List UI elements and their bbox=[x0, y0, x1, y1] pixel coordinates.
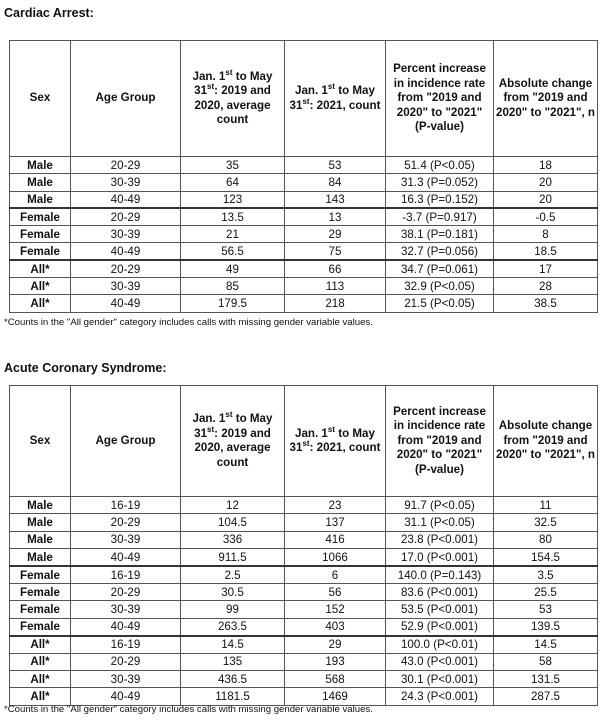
average-count-cell: 56.5 bbox=[181, 243, 285, 260]
sex-cell: All* bbox=[10, 278, 71, 295]
age-group-cell: 20-29 bbox=[71, 583, 181, 600]
age-group-cell: 40-49 bbox=[71, 549, 181, 566]
average-count-cell: 436.5 bbox=[181, 670, 285, 687]
acs-table-body bbox=[10, 497, 598, 706]
percent-increase-cell: 31.3 (P=0.052) bbox=[386, 174, 494, 191]
table-row bbox=[10, 566, 598, 583]
percent-increase-cell: 91.7 (P<0.05) bbox=[386, 497, 494, 514]
count-2021-cell: 143 bbox=[285, 191, 386, 208]
cardiac-table bbox=[9, 40, 598, 313]
average-count-cell: 99 bbox=[181, 601, 285, 618]
average-count-cell: 135 bbox=[181, 653, 285, 670]
table-row bbox=[10, 670, 598, 687]
average-count-cell: 85 bbox=[181, 278, 285, 295]
count-2021-cell: 29 bbox=[285, 636, 386, 653]
header-period-2019-2020: Jan. 1st to May 31st: 2019 and 2020, average count bbox=[181, 386, 285, 497]
average-count-cell: 179.5 bbox=[181, 295, 285, 312]
table-row bbox=[10, 636, 598, 653]
sex-cell: Female bbox=[10, 566, 71, 583]
absolute-change-cell: 32.5 bbox=[494, 514, 598, 531]
header-sex: Sex bbox=[10, 386, 71, 497]
table-row bbox=[10, 260, 598, 277]
age-group-cell: 30-39 bbox=[71, 174, 181, 191]
absolute-change-cell: 139.5 bbox=[494, 618, 598, 635]
percent-increase-cell: 32.7 (P=0.056) bbox=[386, 243, 494, 260]
average-count-cell: 35 bbox=[181, 157, 285, 174]
count-2021-cell: 1469 bbox=[285, 688, 386, 705]
count-2021-cell: 152 bbox=[285, 601, 386, 618]
table-row bbox=[10, 208, 598, 225]
percent-increase-cell: 23.8 (P<0.001) bbox=[386, 531, 494, 548]
percent-increase-cell: 38.1 (P=0.181) bbox=[386, 226, 494, 243]
age-group-cell: 40-49 bbox=[71, 618, 181, 635]
count-2021-cell: 137 bbox=[285, 514, 386, 531]
count-2021-cell: 403 bbox=[285, 618, 386, 635]
sex-cell: Male bbox=[10, 531, 71, 548]
acs-section-title: Acute Coronary Syndrome: bbox=[4, 361, 167, 375]
sex-cell: Male bbox=[10, 497, 71, 514]
average-count-cell: 336 bbox=[181, 531, 285, 548]
table-row bbox=[10, 514, 598, 531]
absolute-change-cell: 18 bbox=[494, 157, 598, 174]
sex-cell: All* bbox=[10, 295, 71, 312]
sex-cell: Female bbox=[10, 583, 71, 600]
age-group-cell: 30-39 bbox=[71, 670, 181, 687]
average-count-cell: 911.5 bbox=[181, 549, 285, 566]
cardiac-section-title: Cardiac Arrest: bbox=[4, 6, 94, 20]
count-2021-cell: 416 bbox=[285, 531, 386, 548]
absolute-change-cell: 17 bbox=[494, 260, 598, 277]
acs-footnote: *Counts in the "All gender" category includes calls with missing gender variable values. bbox=[4, 704, 373, 715]
percent-increase-cell: 31.1 (P<0.05) bbox=[386, 514, 494, 531]
percent-increase-cell: 32.9 (P<0.05) bbox=[386, 278, 494, 295]
table-row bbox=[10, 688, 598, 705]
percent-increase-cell: 30.1 (P<0.001) bbox=[386, 670, 494, 687]
acs-table bbox=[9, 385, 598, 706]
age-group-cell: 30-39 bbox=[71, 531, 181, 548]
age-group-cell: 20-29 bbox=[71, 514, 181, 531]
header-age-group: Age Group bbox=[71, 386, 181, 497]
sex-cell: Male bbox=[10, 157, 71, 174]
count-2021-cell: 113 bbox=[285, 278, 386, 295]
sex-cell: Female bbox=[10, 208, 71, 225]
header-period-2021: Jan. 1st to May 31st: 2021, count bbox=[285, 41, 386, 157]
cardiac-footnote: *Counts in the "All gender" category includes calls with missing gender variable values. bbox=[4, 317, 373, 328]
age-group-cell: 40-49 bbox=[71, 191, 181, 208]
table-row bbox=[10, 618, 598, 635]
absolute-change-cell: 53 bbox=[494, 601, 598, 618]
age-group-cell: 40-49 bbox=[71, 295, 181, 312]
sex-cell: All* bbox=[10, 636, 71, 653]
average-count-cell: 64 bbox=[181, 174, 285, 191]
absolute-change-cell: 18.5 bbox=[494, 243, 598, 260]
age-group-cell: 20-29 bbox=[71, 653, 181, 670]
absolute-change-cell: -0.5 bbox=[494, 208, 598, 225]
age-group-cell: 30-39 bbox=[71, 601, 181, 618]
sex-cell: All* bbox=[10, 260, 71, 277]
count-2021-cell: 23 bbox=[285, 497, 386, 514]
absolute-change-cell: 154.5 bbox=[494, 549, 598, 566]
age-group-cell: 20-29 bbox=[71, 208, 181, 225]
absolute-change-cell: 38.5 bbox=[494, 295, 598, 312]
count-2021-cell: 75 bbox=[285, 243, 386, 260]
sex-cell: Male bbox=[10, 549, 71, 566]
table-row bbox=[10, 174, 598, 191]
percent-increase-cell: 140.0 (P=0.143) bbox=[386, 566, 494, 583]
absolute-change-cell: 3.5 bbox=[494, 566, 598, 583]
absolute-change-cell: 287.5 bbox=[494, 688, 598, 705]
percent-increase-cell: 51.4 (P<0.05) bbox=[386, 157, 494, 174]
average-count-cell: 104.5 bbox=[181, 514, 285, 531]
percent-increase-cell: -3.7 (P=0.917) bbox=[386, 208, 494, 225]
sex-cell: Male bbox=[10, 191, 71, 208]
average-count-cell: 30.5 bbox=[181, 583, 285, 600]
absolute-change-cell: 14.5 bbox=[494, 636, 598, 653]
absolute-change-cell: 131.5 bbox=[494, 670, 598, 687]
table-row bbox=[10, 549, 598, 566]
average-count-cell: 14.5 bbox=[181, 636, 285, 653]
table-row bbox=[10, 531, 598, 548]
count-2021-cell: 218 bbox=[285, 295, 386, 312]
table-row bbox=[10, 278, 598, 295]
table-row bbox=[10, 157, 598, 174]
percent-increase-cell: 52.9 (P<0.001) bbox=[386, 618, 494, 635]
header-absolute-change: Absolute change from "2019 and 2020" to "2021", n bbox=[494, 41, 598, 157]
table-row bbox=[10, 653, 598, 670]
table-row bbox=[10, 601, 598, 618]
average-count-cell: 13.5 bbox=[181, 208, 285, 225]
table-row bbox=[10, 497, 598, 514]
header-percent-increase: Percent increase in incidence rate from "2019 and 2020" to "2021" (P-value) bbox=[386, 386, 494, 497]
average-count-cell: 49 bbox=[181, 260, 285, 277]
sex-cell: Female bbox=[10, 601, 71, 618]
absolute-change-cell: 80 bbox=[494, 531, 598, 548]
percent-increase-cell: 83.6 (P<0.001) bbox=[386, 583, 494, 600]
table-row bbox=[10, 583, 598, 600]
absolute-change-cell: 20 bbox=[494, 174, 598, 191]
sex-cell: Female bbox=[10, 243, 71, 260]
percent-increase-cell: 24.3 (P<0.001) bbox=[386, 688, 494, 705]
age-group-cell: 20-29 bbox=[71, 157, 181, 174]
absolute-change-cell: 25.5 bbox=[494, 583, 598, 600]
count-2021-cell: 568 bbox=[285, 670, 386, 687]
sex-cell: Female bbox=[10, 618, 71, 635]
table-row bbox=[10, 295, 598, 312]
sex-cell: All* bbox=[10, 670, 71, 687]
age-group-cell: 16-19 bbox=[71, 566, 181, 583]
count-2021-cell: 53 bbox=[285, 157, 386, 174]
percent-increase-cell: 34.7 (P=0.061) bbox=[386, 260, 494, 277]
count-2021-cell: 56 bbox=[285, 583, 386, 600]
count-2021-cell: 193 bbox=[285, 653, 386, 670]
header-sex: Sex bbox=[10, 41, 71, 157]
sex-cell: Male bbox=[10, 174, 71, 191]
count-2021-cell: 84 bbox=[285, 174, 386, 191]
average-count-cell: 123 bbox=[181, 191, 285, 208]
header-percent-increase: Percent increase in incidence rate from "2019 and 2020" to "2021" (P-value) bbox=[386, 41, 494, 157]
count-2021-cell: 29 bbox=[285, 226, 386, 243]
age-group-cell: 30-39 bbox=[71, 226, 181, 243]
table-row bbox=[10, 226, 598, 243]
sex-cell: All* bbox=[10, 653, 71, 670]
count-2021-cell: 66 bbox=[285, 260, 386, 277]
percent-increase-cell: 53.5 (P<0.001) bbox=[386, 601, 494, 618]
absolute-change-cell: 11 bbox=[494, 497, 598, 514]
absolute-change-cell: 28 bbox=[494, 278, 598, 295]
average-count-cell: 2.5 bbox=[181, 566, 285, 583]
sex-cell: Male bbox=[10, 514, 71, 531]
age-group-cell: 16-19 bbox=[71, 636, 181, 653]
percent-increase-cell: 21.5 (P<0.05) bbox=[386, 295, 494, 312]
average-count-cell: 1181.5 bbox=[181, 688, 285, 705]
sex-cell: Female bbox=[10, 226, 71, 243]
header-age-group: Age Group bbox=[71, 41, 181, 157]
average-count-cell: 21 bbox=[181, 226, 285, 243]
absolute-change-cell: 8 bbox=[494, 226, 598, 243]
absolute-change-cell: 58 bbox=[494, 653, 598, 670]
header-period-2019-2020: Jan. 1st to May 31st: 2019 and 2020, average count bbox=[181, 41, 285, 157]
age-group-cell: 16-19 bbox=[71, 497, 181, 514]
absolute-change-cell: 20 bbox=[494, 191, 598, 208]
table-row bbox=[10, 243, 598, 260]
percent-increase-cell: 17.0 (P<0.001) bbox=[386, 549, 494, 566]
average-count-cell: 263.5 bbox=[181, 618, 285, 635]
table-row bbox=[10, 191, 598, 208]
age-group-cell: 40-49 bbox=[71, 688, 181, 705]
count-2021-cell: 13 bbox=[285, 208, 386, 225]
header-absolute-change: Absolute change from "2019 and 2020" to "2021", n bbox=[494, 386, 598, 497]
age-group-cell: 20-29 bbox=[71, 260, 181, 277]
percent-increase-cell: 16.3 (P=0.152) bbox=[386, 191, 494, 208]
cardiac-table-body bbox=[10, 157, 598, 313]
sex-cell: All* bbox=[10, 688, 71, 705]
age-group-cell: 30-39 bbox=[71, 278, 181, 295]
average-count-cell: 12 bbox=[181, 497, 285, 514]
count-2021-cell: 1066 bbox=[285, 549, 386, 566]
age-group-cell: 40-49 bbox=[71, 243, 181, 260]
percent-increase-cell: 43.0 (P<0.001) bbox=[386, 653, 494, 670]
header-period-2021: Jan. 1st to May 31st: 2021, count bbox=[285, 386, 386, 497]
percent-increase-cell: 100.0 (P<0.01) bbox=[386, 636, 494, 653]
count-2021-cell: 6 bbox=[285, 566, 386, 583]
